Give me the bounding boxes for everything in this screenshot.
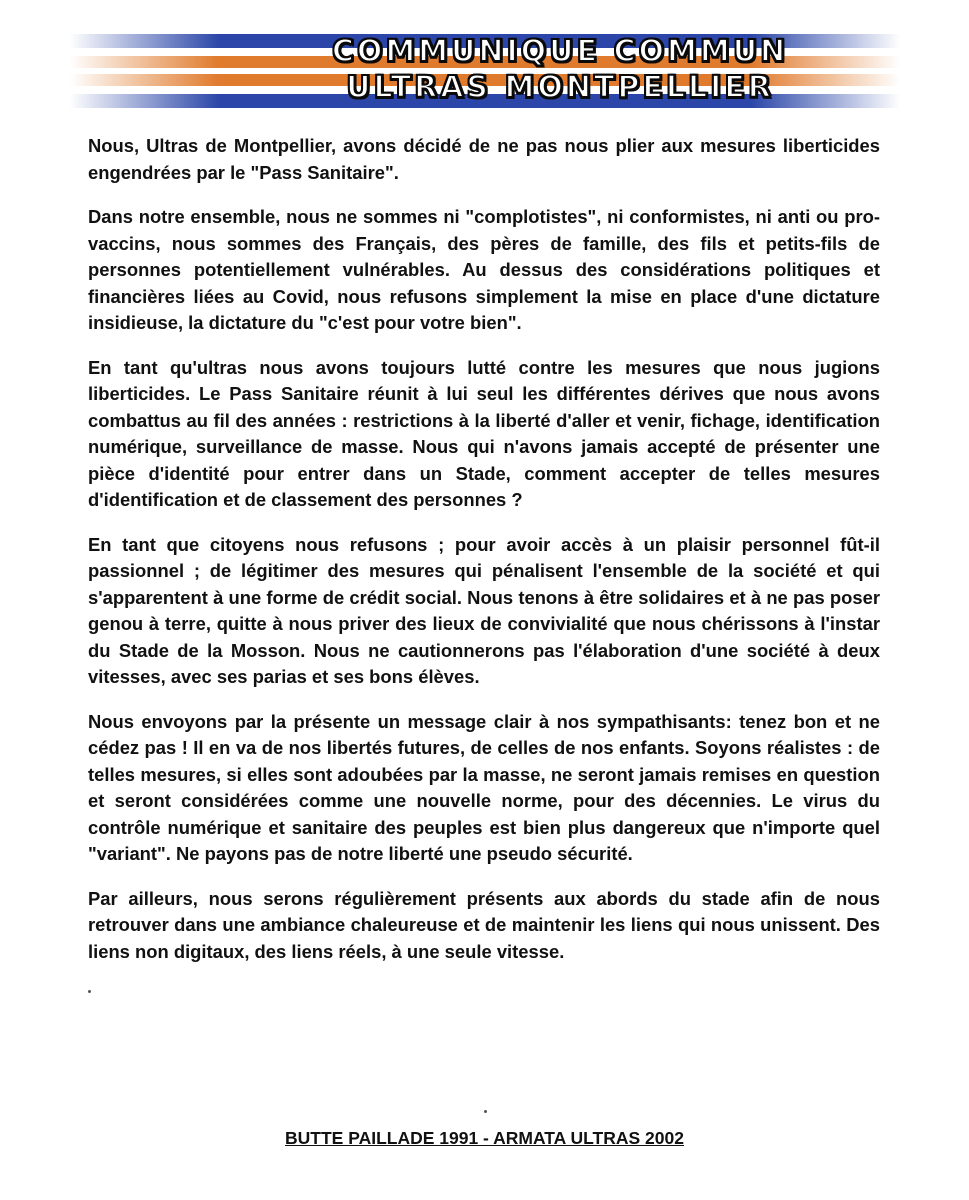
paragraph-4: En tant que citoyens nous refusons ; pour avoir accès à un plaisir personnel fût-il passionnel ; de légitimer des mesures qui pénalisent l'ensemble de la société et qui s'apparentent à une forme de crédit social. Nous tenons à être solidaires et à ne pas poser genou à terre, quitte à nous priver des lieux de convivialité que nous chérissons à l'instar du Stade de la Mosson. Nous ne cautionnerons pas l'élaboration d'une société à deux vitesses, avec ses parias et ses bons élèves. bbox=[88, 533, 880, 687]
paragraph-3: En tant qu'ultras nous avons toujours lutté contre les mesures que nous jugions liberticides. Le Pass Sanitaire réunit à lui seul les différentes dérives que nous avons combattus au fil des années : restrictions à la liberté d'aller et venir, fichage, identification numérique, surveillance de masse. Nous qui n'avons jamais accepté de présenter une pièce d'identité pour entrer dans un Stade, comment accepter de telles mesures d'identification et de classement des personnes ? bbox=[88, 356, 880, 510]
title-line-1: COMMUNIQUE COMMUN bbox=[331, 34, 789, 69]
paragraph-6: Par ailleurs, nous serons régulièrement présents aux abords du stade afin de nous retrouver dans une ambiance chaleureuse et de maintenir les liens qui nous unissent. Des liens non digitaux, des liens réels, à une seule vitesse. bbox=[88, 887, 880, 962]
header-banner bbox=[70, 30, 900, 112]
paragraph-1: Nous, Ultras de Montpellier, avons décidé de ne pas nous plier aux mesures liberticides engendrées par le "Pass Sanitaire". bbox=[88, 135, 880, 183]
title-line-2: ULTRAS MONTPELLIER bbox=[346, 70, 774, 105]
signature-line: BUTTE PAILLADE 1991 - ARMATA ULTRAS 2002 bbox=[285, 1128, 684, 1148]
print-speck bbox=[484, 1110, 487, 1113]
print-speck bbox=[88, 990, 91, 993]
paragraph-2: Dans notre ensemble, nous ne sommes ni "complotistes", ni conformistes, ni anti ou pro-vaccins, nous sommes des Français, des pères de famille, des fils et petits-fils de personnes potentiellement vulnérables. Au dessus des considérations politiques et financières liées au Covid, nous refusons simplement la mise en place d'une dictature insidieuse, la dictature du "c'est pour votre bien". bbox=[88, 206, 880, 333]
communique-body bbox=[88, 133, 880, 983]
paragraph-5: Nous envoyons par la présente un message clair à nos sympathisants: tenez bon et ne cédez pas ! Il en va de nos libertés futures, de celles de nos enfants. Soyons réalistes : de telles mesures, si elles sont adoubées par la masse, ne seront jamais remises en question et seront considérées comme une nouvelle norme, pour des décennies. Le virus du contrôle numérique et sanitaire des peuples est bien plus dangereux que n'importe quel "variant". Ne payons pas de notre liberté une pseudo sécurité. bbox=[88, 710, 880, 864]
banner-title bbox=[265, 34, 855, 110]
